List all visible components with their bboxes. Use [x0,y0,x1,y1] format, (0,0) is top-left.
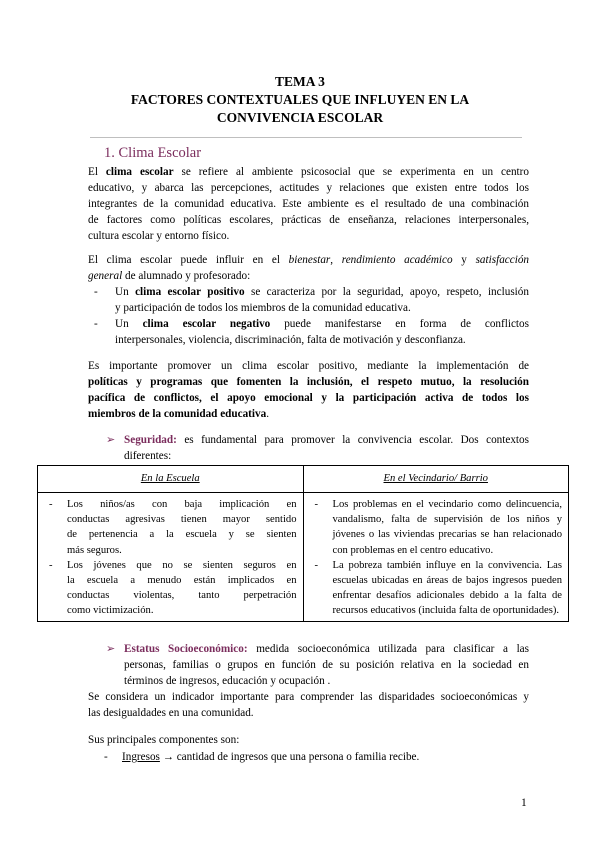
escuela-cell [38,493,304,622]
arrow-bullet-icon: ➢ [106,643,116,655]
subsection-estatus: Estatus Socioeconómico: medida socioeconómica utilizada para clasificar a las personas, familias o grupos en función de su posición relativa en la sociedad en términos de ingresos, educación y ocupación . [124,643,529,687]
arrow-bullet-icon: ➢ [106,434,116,446]
paragraph-clima-definition: El clima escolar se refiere al ambiente psicosocial que se experimenta en un centro educativo, y abarca las percepciones, actitudes y relaciones que existen entre todos los integrantes de la comunidad educativa. Este ambiente es el resultado de una combinación de factores como políticas escolares, prácticas de enseñanza, relaciones interpersonales, cultura escolar y entorno físico. [88,166,529,242]
title-divider [90,137,522,138]
page-number: 1 [521,797,527,809]
estatus-label: Estatus Socioeconómico: [124,643,248,655]
paragraph-promote-positive: Es importante promover un clima escolar positivo, mediante la implementación de políticas y programas que fomenten la inclusión, el respeto mutuo, la resolución pacífica de conflictos, el apoyo emocional y la participación activa de todos los miembros de la comunidad educativa. [88,360,529,420]
seguridad-label: Seguridad: [124,434,177,446]
list-item: - Los niños/as con baja implicación en conductas agresivas tienen mayor sentido de pertenencia a la escuela y se sienten más seguros. [49,499,297,556]
list-item: - La pobreza también influye en la convivencia. Las escuelas ubicadas en áreas de bajos ingresos pueden enfrentar desafíos adicionales debido a la falta de recursos educativos (incluida falta de oportunidades). [314,559,562,617]
column-header-vecindario: En el Vecindario/ Barrio [303,466,569,493]
list-item: - Los jóvenes que no se sienten seguros en la escuela a menudo están implicados en conductas violentas, tanto perpetración como victimización. [49,559,297,617]
section-heading-clima-escolar: 1. Clima Escolar [104,145,202,161]
list-dash: - [104,751,108,763]
list-item-clima-negativo: Un clima escolar negativo puede manifestarse en forma de conflictos interpersonales, violencia, discriminación, falta de motivación y desconfianza. [115,318,529,346]
paragraph-clima-influence: El clima escolar puede influir en el bienestar, rendimiento académico y satisfacción general de alumnado y profesorado: [88,254,530,282]
vecindario-cell [303,493,569,622]
paragraph-indicator: Se considera un indicador importante para comprender las disparidades socioeconómicas y las desigualdades en una comunidad. [88,691,529,719]
column-header-escuela: En la Escuela [38,466,304,493]
list-item: - Los problemas en el vecindario como delincuencia, vandalismo, falta de supervisión de los niños y jóvenes o las viviendas precarias se han relacionado con problemas en el centro educativo. [314,499,562,556]
list-dash: - [94,286,98,298]
topic-label: TEMA 3 [275,74,325,89]
term-clima-escolar: clima escolar [105,166,174,178]
components-intro: Sus principales componentes son: [88,734,240,746]
subsection-seguridad: Seguridad: es fundamental para promover la convivencia escolar. Dos contextos diferentes: [124,434,529,462]
title-line-1: FACTORES CONTEXTUALES QUE INFLUYEN EN LA [130,92,470,107]
list-dash: - [94,318,98,330]
contexts-table [37,465,569,622]
list-item-ingresos: Ingresos → cantidad de ingresos que una persona o familia recibe. [122,751,420,763]
list-item-clima-positivo: Un clima escolar positivo se caracteriza por la seguridad, apoyo, respeto, inclusión y participación de todos los miembros de la comunidad educativa. [115,286,529,314]
title-line-2: CONVIVENCIA ESCOLAR [216,110,384,125]
